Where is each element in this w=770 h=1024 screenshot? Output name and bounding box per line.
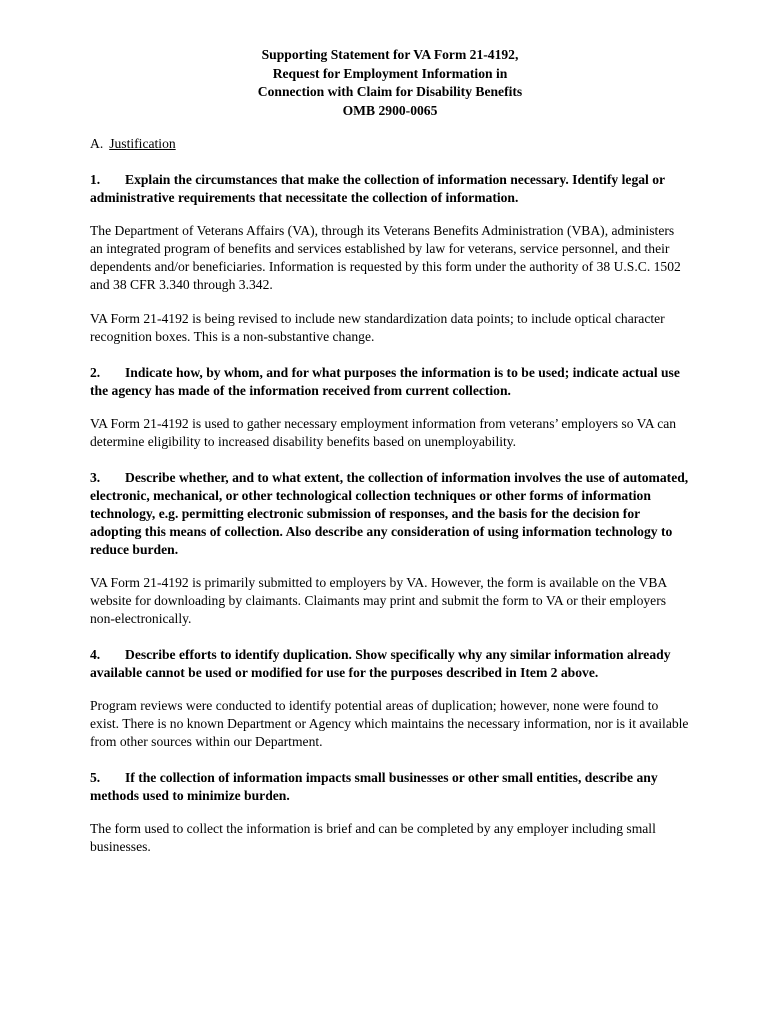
question-text: Indicate how, by whom, and for what purposes the information is to be used; indicate actual use the agency has made of the information received from current collection.: [90, 365, 680, 398]
question-text: Describe efforts to identify duplication. Show specifically why any similar information already available cannot be used or modified for use for the purposes described in Item 2 above.: [90, 647, 671, 680]
title-line-4: OMB 2900-0065: [342, 102, 438, 118]
answer-5-paragraph-1: The form used to collect the information is brief and can be completed by any employer including small businesses.: [90, 821, 656, 854]
answer-4-paragraph-1: Program reviews were conducted to identify potential areas of duplication; however, none were found to exist. There is no known Department or Agency which maintains the necessary information, nor is it available from other sources within our Department.: [90, 698, 689, 749]
question-4: [90, 646, 690, 682]
question-5: [90, 769, 690, 805]
answer-2-paragraph-1: VA Form 21-4192 is used to gather necessary employment information from veterans’ employers so VA can determine eligibility to increased disability benefits based on unemployability.: [90, 416, 677, 449]
question-number: 4.: [90, 647, 101, 662]
question-number: 2.: [90, 365, 101, 380]
question-text: Describe whether, and to what extent, the collection of information involves the use of automated, electronic, mechanical, or other technological collection techniques or other forms of information technology, e.g. permitting electronic submission of responses, and the basis for the decision for adopting this means of collection. Also describe any consideration of using information technology to reduce burden.: [90, 470, 689, 557]
question-2: [90, 364, 690, 400]
answer-1-paragraph-1: The Department of Veterans Affairs (VA), through its Veterans Benefits Administration (VBA), administers an integrated program of benefits and services established by law for veterans, service personnel, and their dependents and/or beneficiaries. Information is requested by this form under the authority of 38 U.S.C. 1502 and 38 CFR 3.340 through 3.342.: [90, 223, 681, 292]
document-page: [90, 46, 690, 856]
section-heading: [90, 135, 690, 153]
question-text: If the collection of information impacts small businesses or other small entities, describe any methods used to minimize burden.: [90, 770, 658, 803]
title-line-1: Supporting Statement for VA Form 21-4192,: [261, 47, 519, 62]
section-title: Justification: [109, 136, 176, 151]
question-number: 3.: [90, 470, 101, 485]
question-1: [90, 171, 690, 207]
document-title: [90, 46, 690, 120]
question-text: Explain the circumstances that make the collection of information necessary. Identify legal or administrative requirements that necessitate the collection of information.: [90, 172, 665, 205]
answer-1-paragraph-2: VA Form 21-4192 is being revised to include new standardization data points; to include optical character recognition boxes. This is a non-substantive change.: [90, 311, 665, 344]
section-letter: A.: [90, 136, 104, 151]
title-line-3: Connection with Claim for Disability Benefits: [257, 84, 523, 99]
title-line-2: Request for Employment Information in: [272, 65, 508, 81]
question-3: [90, 469, 690, 559]
question-number: 5.: [90, 770, 101, 785]
answer-3-paragraph-1: VA Form 21-4192 is primarily submitted to employers by VA. However, the form is available on the VBA website for downloading by claimants. Claimants may print and submit the form to VA or their employers non-electronically.: [90, 575, 667, 626]
question-number: 1.: [90, 172, 101, 187]
